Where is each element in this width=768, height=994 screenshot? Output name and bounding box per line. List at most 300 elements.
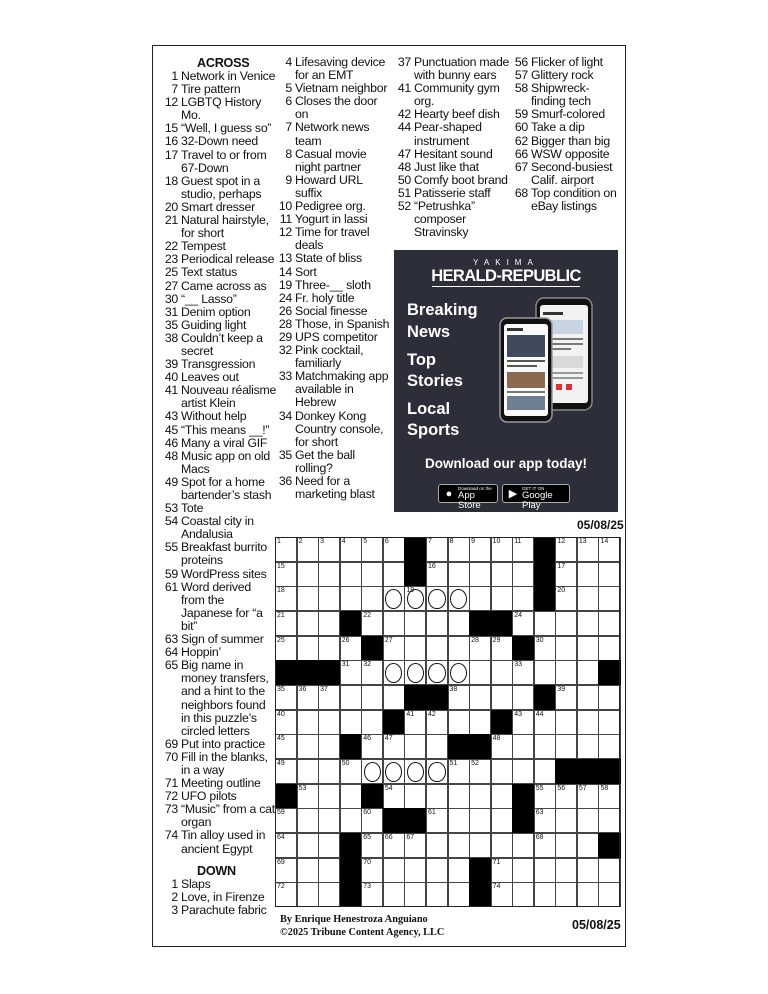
grid-cell[interactable]: [361, 562, 383, 587]
grid-cell[interactable]: [404, 734, 426, 759]
clue-number: 9: [285, 172, 292, 187]
clue-text: Closes the door on: [295, 94, 378, 122]
clue-item[interactable]: [159, 829, 277, 855]
app-advertisement[interactable]: [394, 250, 618, 512]
grid-cell[interactable]: [555, 808, 577, 833]
app-store-button[interactable]: [438, 484, 498, 511]
clue-number: 42: [397, 107, 411, 122]
grid-block: [340, 858, 362, 883]
clue-text: Denim option: [181, 304, 251, 319]
grid-cell[interactable]: [491, 882, 513, 907]
grid-cell[interactable]: [448, 611, 470, 636]
grid-cell[interactable]: [426, 537, 448, 562]
grid-cell[interactable]: [275, 636, 297, 661]
grid-cell[interactable]: [469, 636, 491, 661]
circled-letter-ring: [450, 663, 467, 683]
grid-cell[interactable]: [491, 562, 513, 587]
grid-cell[interactable]: [598, 784, 620, 809]
grid-cell[interactable]: [577, 882, 599, 907]
clue-number: 7: [285, 120, 292, 135]
grid-cell[interactable]: [491, 858, 513, 883]
grid-cell[interactable]: [555, 685, 577, 710]
grid-cell[interactable]: [555, 710, 577, 735]
grid-cell[interactable]: [426, 562, 448, 587]
grid-cell[interactable]: [340, 784, 362, 809]
grid-cell[interactable]: [404, 759, 426, 784]
grid-cell[interactable]: [404, 833, 426, 858]
grid-cell[interactable]: [448, 759, 470, 784]
grid-cell[interactable]: [426, 660, 448, 685]
ad-brand-rule: [432, 286, 580, 287]
grid-cell[interactable]: [297, 759, 319, 784]
clue-text: Nouveau réalisme artist Klein: [181, 383, 277, 411]
clue-item[interactable]: [273, 410, 391, 449]
grid-cell[interactable]: [448, 784, 470, 809]
grid-cell[interactable]: [318, 759, 340, 784]
grid-cell[interactable]: [512, 882, 534, 907]
grid-cell[interactable]: [491, 808, 513, 833]
clue-text: Just like that: [414, 159, 479, 174]
cell-number: 25: [277, 636, 285, 644]
grid-cell[interactable]: [318, 636, 340, 661]
grid-cell[interactable]: [318, 611, 340, 636]
grid-cell[interactable]: [577, 660, 599, 685]
clue-number: 12: [278, 225, 292, 240]
grid-cell[interactable]: [404, 882, 426, 907]
clue-number: 68: [514, 185, 528, 200]
clue-number: 50: [397, 172, 411, 187]
grid-cell[interactable]: [318, 710, 340, 735]
grid-cell[interactable]: [555, 562, 577, 587]
clue-item[interactable]: [392, 121, 510, 147]
circled-letter-ring: [407, 762, 424, 782]
clue-item[interactable]: [159, 450, 277, 476]
clue-number: 63: [164, 632, 178, 647]
grid-block: [577, 759, 599, 784]
grid-cell[interactable]: [512, 586, 534, 611]
grid-block: [491, 611, 513, 636]
grid-cell[interactable]: [361, 858, 383, 883]
clue-item[interactable]: [273, 174, 391, 200]
grid-cell[interactable]: [404, 858, 426, 883]
grid-cell[interactable]: [361, 710, 383, 735]
grid-cell[interactable]: [512, 685, 534, 710]
grid-cell[interactable]: [297, 808, 319, 833]
grid-cell[interactable]: [598, 734, 620, 759]
grid-cell[interactable]: [297, 611, 319, 636]
grid-cell[interactable]: [275, 833, 297, 858]
grid-cell[interactable]: [469, 710, 491, 735]
grid-cell[interactable]: [275, 537, 297, 562]
grid-cell[interactable]: [512, 734, 534, 759]
grid-cell[interactable]: [469, 685, 491, 710]
clue-text: WSW opposite: [531, 146, 610, 161]
grid-cell[interactable]: [598, 710, 620, 735]
cell-number: 43: [514, 710, 522, 718]
grid-cell[interactable]: [577, 636, 599, 661]
grid-cell[interactable]: [318, 685, 340, 710]
grid-cell[interactable]: [383, 759, 405, 784]
clue-item[interactable]: [159, 803, 277, 829]
clue-text: Top condition on eBay listings: [531, 185, 617, 214]
grid-cell[interactable]: [426, 858, 448, 883]
grid-cell[interactable]: [318, 882, 340, 907]
grid-cell[interactable]: [275, 808, 297, 833]
grid-cell[interactable]: [598, 808, 620, 833]
grid-cell[interactable]: [448, 562, 470, 587]
grid-cell[interactable]: [361, 611, 383, 636]
clue-item[interactable]: [273, 344, 391, 370]
clue-text: Put into practice: [181, 736, 265, 751]
grid-cell[interactable]: [577, 685, 599, 710]
grid-cell[interactable]: [318, 808, 340, 833]
grid-cell[interactable]: [340, 586, 362, 611]
clue-number: 61: [164, 579, 178, 594]
grid-cell[interactable]: [598, 685, 620, 710]
grid-cell[interactable]: [426, 833, 448, 858]
grid-cell[interactable]: [426, 710, 448, 735]
clue-number: 23: [164, 252, 178, 267]
grid-cell[interactable]: [297, 833, 319, 858]
grid-cell[interactable]: [555, 882, 577, 907]
grid-cell[interactable]: [577, 784, 599, 809]
clue-number: 36: [278, 474, 292, 488]
cell-number: 66: [384, 834, 393, 841]
clue-item[interactable]: [273, 226, 391, 252]
grid-cell[interactable]: [512, 660, 534, 685]
grid-cell[interactable]: [297, 636, 319, 661]
clue-item[interactable]: [273, 148, 391, 174]
grid-cell[interactable]: [426, 784, 448, 809]
grid-cell[interactable]: [275, 882, 297, 907]
grid-cell[interactable]: [361, 833, 383, 858]
grid-cell[interactable]: [469, 537, 491, 562]
grid-cell[interactable]: [555, 660, 577, 685]
grid-cell[interactable]: [275, 611, 297, 636]
grid-cell[interactable]: [534, 734, 556, 759]
grid-cell[interactable]: [340, 759, 362, 784]
grid-cell[interactable]: [448, 882, 470, 907]
grid-cell[interactable]: [491, 784, 513, 809]
grid-cell[interactable]: [448, 858, 470, 883]
clue-item[interactable]: [159, 904, 277, 917]
grid-cell[interactable]: [555, 833, 577, 858]
grid-cell[interactable]: [383, 882, 405, 907]
grid-cell[interactable]: [340, 808, 362, 833]
grid-cell[interactable]: [383, 685, 405, 710]
clue-number: 53: [164, 501, 178, 516]
circled-letter-ring: [428, 762, 445, 782]
clue-number: 29: [278, 329, 292, 344]
grid-cell[interactable]: [297, 784, 319, 809]
clue-number: 8: [285, 146, 292, 161]
clue-item[interactable]: [509, 161, 623, 187]
grid-cell[interactable]: [534, 882, 556, 907]
clue-item[interactable]: [159, 332, 277, 358]
grid-cell[interactable]: [491, 833, 513, 858]
grid-cell[interactable]: [448, 685, 470, 710]
grid-cell[interactable]: [404, 636, 426, 661]
clue-item[interactable]: [273, 252, 391, 265]
grid-cell[interactable]: [275, 586, 297, 611]
grid-cell[interactable]: [534, 636, 556, 661]
clue-item[interactable]: [273, 370, 391, 409]
grid-cell[interactable]: [577, 586, 599, 611]
grid-cell[interactable]: [297, 562, 319, 587]
grid-cell[interactable]: [534, 710, 556, 735]
grid-cell[interactable]: [534, 660, 556, 685]
clue-text: Tote: [181, 501, 204, 516]
grid-cell[interactable]: [275, 858, 297, 883]
grid-cell[interactable]: [577, 710, 599, 735]
grid-cell[interactable]: [534, 611, 556, 636]
grid-cell[interactable]: [318, 562, 340, 587]
clue-item[interactable]: [392, 56, 510, 82]
clue-item[interactable]: [273, 449, 391, 475]
grid-cell[interactable]: [577, 611, 599, 636]
grid-cell[interactable]: [340, 537, 362, 562]
grid-block: [404, 685, 426, 710]
grid-cell[interactable]: [426, 734, 448, 759]
grid-cell[interactable]: [448, 586, 470, 611]
grid-cell[interactable]: [491, 685, 513, 710]
grid-cell[interactable]: [297, 882, 319, 907]
grid-cell[interactable]: [512, 710, 534, 735]
grid-cell[interactable]: [598, 636, 620, 661]
grid-cell[interactable]: [318, 833, 340, 858]
clue-number: 1: [171, 69, 178, 83]
grid-cell[interactable]: [383, 611, 405, 636]
grid-cell[interactable]: [469, 833, 491, 858]
grid-cell[interactable]: [577, 808, 599, 833]
grid-cell[interactable]: [577, 734, 599, 759]
grid-cell[interactable]: [555, 537, 577, 562]
grid-cell[interactable]: [555, 636, 577, 661]
clue-number: 55: [164, 540, 178, 555]
grid-cell[interactable]: [598, 537, 620, 562]
clue-number: 31: [164, 304, 178, 319]
clue-item[interactable]: [392, 82, 510, 108]
grid-cell[interactable]: [361, 586, 383, 611]
grid-cell[interactable]: [340, 562, 362, 587]
grid-cell[interactable]: [318, 858, 340, 883]
clue-item[interactable]: [273, 56, 391, 82]
clue-item[interactable]: [159, 214, 277, 240]
clue-item[interactable]: [159, 384, 277, 410]
clue-item[interactable]: [159, 149, 277, 175]
grid-cell[interactable]: [383, 562, 405, 587]
cell-number: 15: [277, 562, 285, 570]
circled-letter-ring: [428, 589, 445, 609]
grid-cell[interactable]: [297, 710, 319, 735]
grid-cell[interactable]: [448, 710, 470, 735]
grid-cell[interactable]: [275, 685, 297, 710]
grid-cell[interactable]: [383, 858, 405, 883]
cell-number: 71: [492, 858, 501, 866]
grid-cell[interactable]: [383, 833, 405, 858]
grid-cell[interactable]: [598, 882, 620, 907]
grid-cell[interactable]: [534, 858, 556, 883]
clue-number: 6: [285, 94, 292, 109]
clue-item[interactable]: [159, 659, 277, 738]
grid-block: [318, 660, 340, 685]
grid-cell[interactable]: [491, 586, 513, 611]
grid-cell[interactable]: [340, 710, 362, 735]
grid-cell[interactable]: [361, 734, 383, 759]
grid-cell[interactable]: [448, 660, 470, 685]
clue-text: Get the ball rolling?: [295, 447, 355, 475]
grid-cell[interactable]: [512, 759, 534, 784]
grid-cell[interactable]: [555, 784, 577, 809]
grid-cell[interactable]: [318, 734, 340, 759]
cell-number: 70: [363, 858, 372, 866]
grid-cell[interactable]: [598, 858, 620, 883]
grid-cell[interactable]: [275, 734, 297, 759]
clue-item[interactable]: [392, 200, 510, 239]
grid-cell[interactable]: [491, 537, 513, 562]
grid-cell[interactable]: [383, 636, 405, 661]
clue-number: 25: [164, 265, 178, 280]
grid-cell[interactable]: [598, 562, 620, 587]
grid-cell[interactable]: [448, 636, 470, 661]
grid-cell[interactable]: [404, 586, 426, 611]
grid-cell[interactable]: [361, 537, 383, 562]
grid-cell[interactable]: [577, 537, 599, 562]
grid-cell[interactable]: [426, 586, 448, 611]
cell-number: 60: [363, 809, 372, 817]
grid-cell[interactable]: [340, 636, 362, 661]
grid-cell[interactable]: [469, 784, 491, 809]
grid-cell[interactable]: [404, 784, 426, 809]
grid-cell[interactable]: [512, 562, 534, 587]
grid-cell[interactable]: [491, 734, 513, 759]
clue-item[interactable]: [159, 515, 277, 541]
grid-cell[interactable]: [512, 537, 534, 562]
grid-cell[interactable]: [404, 710, 426, 735]
clue-item[interactable]: [159, 476, 277, 502]
clue-number: 22: [164, 239, 178, 254]
clue-item[interactable]: [159, 541, 277, 567]
grid-cell[interactable]: [404, 611, 426, 636]
grid-cell[interactable]: [555, 611, 577, 636]
google-play-icon: ▶: [508, 488, 518, 500]
grid-block: [534, 586, 556, 611]
clue-text: Love, in Firenze: [181, 889, 265, 904]
grid-cell[interactable]: [383, 586, 405, 611]
grid-block: [491, 710, 513, 735]
clue-item[interactable]: [273, 121, 391, 147]
crossword-grid[interactable]: [275, 537, 620, 907]
grid-cell[interactable]: [534, 759, 556, 784]
clue-item[interactable]: [159, 96, 277, 122]
clue-number: 65: [164, 658, 178, 673]
grid-cell[interactable]: [469, 562, 491, 587]
grid-cell[interactable]: [426, 636, 448, 661]
grid-cell[interactable]: [426, 759, 448, 784]
grid-cell[interactable]: [297, 685, 319, 710]
grid-cell[interactable]: [426, 808, 448, 833]
clue-item[interactable]: [509, 187, 623, 213]
clue-text: Tin alloy used in ancient Egypt: [181, 828, 266, 856]
grid-cell[interactable]: [275, 562, 297, 587]
grid-cell[interactable]: [275, 710, 297, 735]
clue-item[interactable]: [159, 175, 277, 201]
grid-cell[interactable]: [448, 537, 470, 562]
grid-cell[interactable]: [534, 808, 556, 833]
grid-cell[interactable]: [404, 660, 426, 685]
grid-cell[interactable]: [469, 759, 491, 784]
grid-cell[interactable]: [555, 586, 577, 611]
grid-cell[interactable]: [383, 537, 405, 562]
grid-cell[interactable]: [426, 611, 448, 636]
grid-cell[interactable]: [361, 685, 383, 710]
grid-cell[interactable]: [383, 660, 405, 685]
grid-cell[interactable]: [297, 858, 319, 883]
grid-cell[interactable]: [491, 759, 513, 784]
grid-cell[interactable]: [512, 611, 534, 636]
grid-cell[interactable]: [361, 660, 383, 685]
clue-item[interactable]: [273, 95, 391, 121]
grid-cell[interactable]: [426, 882, 448, 907]
grid-cell[interactable]: [598, 586, 620, 611]
grid-cell[interactable]: [383, 734, 405, 759]
clue-number: 1: [171, 876, 178, 891]
grid-cell[interactable]: [555, 858, 577, 883]
grid-cell[interactable]: [318, 586, 340, 611]
ad-brand-name: HERALD-REPUBLIC: [431, 267, 581, 285]
google-play-button[interactable]: [502, 484, 570, 511]
grid-cell[interactable]: [491, 660, 513, 685]
grid-cell[interactable]: [318, 784, 340, 809]
grid-cell[interactable]: [469, 808, 491, 833]
clue-item[interactable]: [159, 751, 277, 777]
grid-cell[interactable]: [469, 660, 491, 685]
clue-number: 72: [164, 789, 178, 804]
grid-cell[interactable]: [598, 611, 620, 636]
clue-item[interactable]: [273, 475, 391, 501]
grid-cell[interactable]: [512, 858, 534, 883]
clue-item[interactable]: [509, 82, 623, 108]
grid-cell[interactable]: [297, 586, 319, 611]
grid-cell[interactable]: [577, 858, 599, 883]
grid-cell[interactable]: [534, 833, 556, 858]
grid-cell[interactable]: [297, 734, 319, 759]
grid-cell[interactable]: [340, 660, 362, 685]
grid-cell[interactable]: [469, 586, 491, 611]
grid-cell[interactable]: [577, 562, 599, 587]
grid-cell[interactable]: [534, 784, 556, 809]
grid-cell[interactable]: [512, 833, 534, 858]
grid-cell[interactable]: [383, 784, 405, 809]
grid-cell[interactable]: [361, 759, 383, 784]
grid-cell[interactable]: [361, 808, 383, 833]
clue-number: 4: [285, 55, 292, 69]
grid-cell[interactable]: [448, 833, 470, 858]
grid-cell[interactable]: [361, 882, 383, 907]
grid-cell[interactable]: [555, 734, 577, 759]
grid-cell[interactable]: [297, 537, 319, 562]
clue-text: Network in Venice: [181, 69, 276, 83]
grid-cell[interactable]: [318, 537, 340, 562]
grid-cell[interactable]: [577, 833, 599, 858]
clue-text: Without help: [181, 409, 247, 424]
cell-number: 48: [492, 735, 501, 743]
grid-cell[interactable]: [275, 759, 297, 784]
grid-cell[interactable]: [491, 636, 513, 661]
grid-cell[interactable]: [340, 685, 362, 710]
clue-item[interactable]: [159, 581, 277, 633]
grid-cell[interactable]: [448, 808, 470, 833]
